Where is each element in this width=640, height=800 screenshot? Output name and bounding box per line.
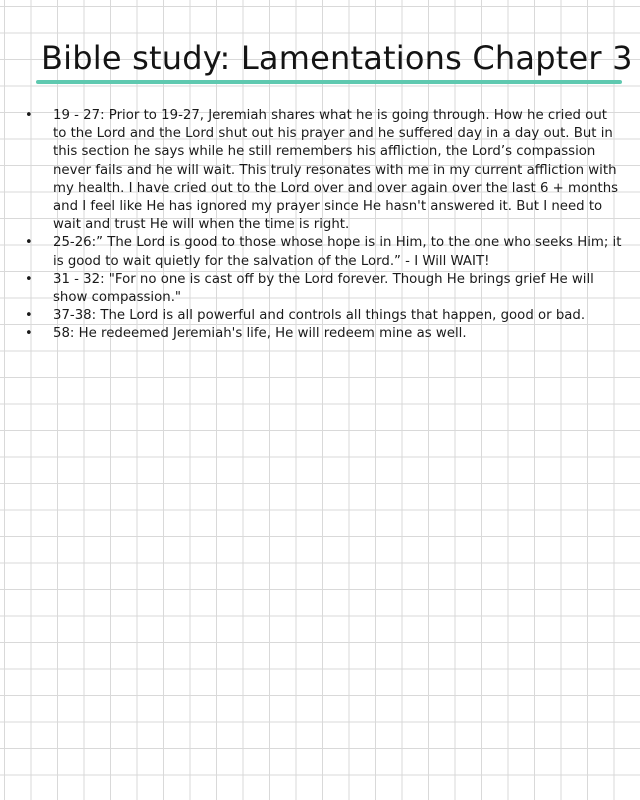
title-block <box>36 36 633 84</box>
note-text: 25-26:” The Lord is good to those whose hope is in Him, to the one who seeks Him; it is good to wait quietly for the salvation of the Lord.” - I Will WAIT! <box>53 235 622 269</box>
list-item <box>22 307 622 325</box>
title-underline <box>36 80 622 84</box>
bullet-icon: • <box>25 326 33 342</box>
note-text: 19 - 27: Prior to 19-27, Jeremiah shares what he is going through. How he cried out to the Lord and the Lord shut out his prayer and he suffered day in a day out. But in this section he says while he still remembers his affliction, the Lord’s compassion never fails and he will wait. This truly resonates with me in my current affliction with my health. I have cried out to the Lord over and over again over the last 6 + months and I feel like He has ignored my prayer since He hasn't answered it. But I need to wait and trust He will when the time is right. <box>53 108 619 233</box>
note-text: 31 - 32: "For no one is cast off by the Lord forever. Though He brings grief He will show compassion." <box>53 271 594 306</box>
bullet-icon: • <box>25 308 33 324</box>
notes-list <box>22 107 622 344</box>
bullet-icon: • <box>25 235 33 251</box>
list-item <box>22 325 622 343</box>
page-title: Bible study: Lamentations Chapter 3 <box>41 39 633 77</box>
list-item <box>22 234 622 270</box>
note-text: 58: He redeemed Jeremiah's life, He will redeem mine as well. <box>53 326 467 342</box>
note-text: 37-38: The Lord is all powerful and controls all things that happen, good or bad. <box>53 308 586 324</box>
bullet-icon: • <box>25 108 33 123</box>
list-item <box>22 107 622 234</box>
bullet-icon: • <box>25 271 33 287</box>
list-item <box>22 271 622 307</box>
